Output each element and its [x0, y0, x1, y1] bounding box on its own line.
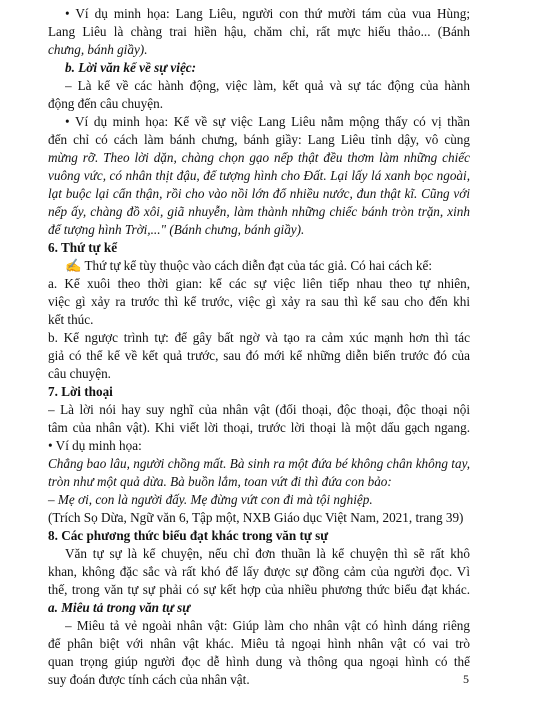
section-heading: 8. Các phương thức biểu đạt khác trong văn tự sự — [48, 528, 329, 543]
text-line: Chẳng bao lâu, người chồng mất. Bà sinh ra một đứa bé không chân không tay, — [48, 456, 470, 471]
text-line: ✍ Thứ tự kể tùy thuộc vào cách diễn đạt của tác giả. Có hai cách kể: — [65, 258, 432, 273]
text-line: nếp ấy, chàng đồ xôi, giã nhuyễn, làm thành những chiếc bánh tròn trặn, xinh — [48, 204, 470, 219]
text-line: đến chỉ có cách làm bánh chưng, bánh giầy: Lang Liêu tỉnh dậy, vô cùng — [48, 132, 470, 147]
text-line: b. Kể ngược trình tự: để gây bất ngờ và tạo ra cảm xúc mạnh hơn thì tác — [48, 330, 470, 345]
text-line: động đến câu chuyện. — [48, 96, 163, 111]
text-line: suy đoán được tính cách của nhân vật. — [48, 672, 250, 687]
text-line: – Là kể về các hành động, việc làm, kết quả và sự tác động của hành — [65, 78, 470, 93]
citation-line: (Trích Sọ Dừa, Ngữ văn 6, Tập một, NXB Giáo dục Việt Nam, 2021, trang 39) — [48, 510, 464, 525]
section-heading: b. Lời văn kể về sự việc: — [65, 60, 197, 75]
text-line: lạt buộc lại cẩn thận, rồi cho vào nồi lớn đổ nhiều nước, đun thật kĩ. Cũng với — [48, 186, 470, 201]
text-line: mừng rỡ. Theo lời dặn, chàng chọn gạo nếp thật đều thơm làm những chiếc — [48, 150, 470, 165]
text-line: vuông vức, có nhân thịt đậu, để tượng hình cho Đất. Lại lấy lá xanh bọc ngoài, — [48, 168, 470, 183]
text-line: Lang Liêu là chàng trai hiền hậu, chăm chỉ, rất mực hiếu thảo... (Bánh — [48, 24, 470, 39]
text-line: – Miêu tả vẻ ngoài nhân vật: Giúp làm cho nhân vật có hình dáng riêng — [65, 618, 470, 633]
text-line: câu chuyện. — [48, 366, 111, 381]
text-line: tròn như một quả dừa. Bà buồn lắm, toan vứt đi thì đứa con bảo: — [48, 474, 392, 489]
text-line: a. Kể xuôi theo thời gian: kể các sự việc liên tiếp nhau theo tự nhiên, — [48, 276, 470, 291]
section-heading: 6. Thứ tự kể — [48, 240, 118, 255]
text-line: để tượng hình Trời,..." (Bánh chưng, bánh giầy). — [48, 222, 305, 237]
text-line: kết thúc. — [48, 312, 94, 327]
text-line: để phân biệt với nhân vật khác. Miêu tả ngoại hình nhân vật có vai trò — [48, 636, 470, 651]
section-heading: a. Miêu tả trong văn tự sự — [48, 600, 191, 615]
text-line: quan trọng giúp người đọc dễ hình dung và thông qua ngoại hình có thể — [48, 654, 470, 669]
text-line: • Ví dụ minh họa: Kể về sự việc Lang Liêu nằm mộng thấy có vị thần — [65, 114, 470, 129]
text-line: tâm của nhân vật). Khi viết lời thoại, trước lời thoại là một dấu gạch ngang. — [48, 420, 470, 435]
text-line: việc gì xảy ra trước thì kể trước, việc gì xảy ra sau thì kể sau cho đến khi — [48, 294, 470, 309]
text-line: – Là lời nói hay suy nghĩ của nhân vật (đối thoại, độc thoại, độc thoại nội — [48, 402, 470, 417]
page-number: 5 — [463, 672, 469, 686]
text-line: • Ví dụ minh họa: — [48, 438, 142, 453]
text-line: chưng, bánh giầy). — [48, 42, 148, 57]
text-line: – Mẹ ơi, con là người đấy. Mẹ đừng vứt con đi mà tội nghiệp. — [48, 492, 373, 507]
text-line: Văn tự sự là kể chuyện, nếu chỉ đơn thuần là kể chuyện thì sẽ rất khô — [65, 546, 470, 561]
text-line: khan, không đặc sắc và rất khó để lấy được sự đồng cảm của người đọc. Vì — [48, 564, 470, 579]
section-heading: 7. Lời thoại — [48, 384, 113, 399]
text-line: thế, trong văn tự sự phải có sự kết hợp của nhiều phương thức biểu đạt khác. — [48, 582, 470, 597]
text-line: • Ví dụ minh họa: Lang Liêu, người con thứ mười tám của vua Hùng; — [65, 6, 470, 21]
text-line: giả có thể kể về kết quả trước, sau đó mới kể những diễn biến trước đó của — [48, 348, 470, 363]
